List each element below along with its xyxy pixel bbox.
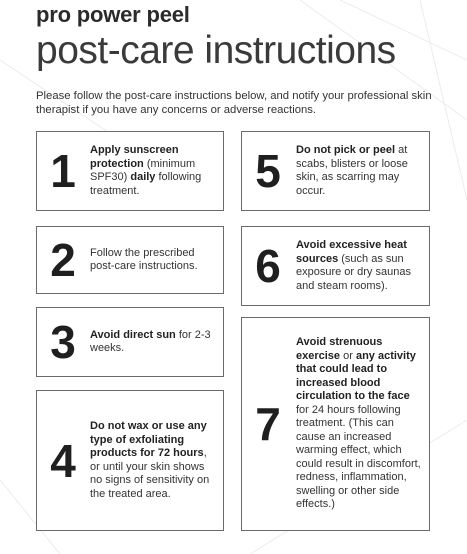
step-text-segment: Follow the prescribed post-care instructions. [90, 246, 198, 272]
step-card-6 [241, 226, 430, 306]
step-number: 1 [50, 145, 76, 197]
step-text [296, 239, 422, 293]
brand-name: pro power peel [36, 2, 190, 27]
step-text-segment: at scabs, blisters or loose skin, as scarring may occur. [296, 144, 408, 197]
step-text-emphasis: Apply sunscreen protection [90, 144, 179, 170]
step-card-2 [36, 226, 224, 294]
step-text-segment: following treatment. [90, 171, 202, 197]
step-text-emphasis: Avoid excessive heat sources [296, 239, 407, 265]
step-text-emphasis: Do not wax or use any type of exfoliating products for 72 hours [90, 420, 207, 459]
step-number: 6 [255, 240, 281, 292]
step-number: 2 [50, 234, 76, 286]
step-number: 7 [255, 398, 281, 450]
step-text [90, 329, 218, 356]
step-text-segment: , or until your skin shows no signs of sensitivity on the treated area. [90, 447, 210, 500]
step-text-emphasis: Avoid direct sun [90, 328, 176, 341]
step-text-segment: or [340, 349, 356, 362]
step-text-emphasis: any activity that could lead to increased blood circulation to the face [296, 349, 416, 403]
step-card-1 [36, 131, 224, 211]
step-card-4 [36, 390, 224, 531]
step-text-segment: for 24 hours following treatment. (This can cause an increased warming effect, which could result in discomfort, redness, inflammation, swelling or other side effects.) [296, 403, 421, 511]
page-title: post-care instructions [36, 29, 396, 72]
step-number: 3 [50, 316, 76, 368]
step-text [90, 144, 218, 198]
step-text [90, 420, 218, 501]
step-text-segment: (minimum SPF30) [90, 157, 196, 183]
step-text-emphasis: Do not pick or peel [296, 144, 396, 156]
step-text [296, 336, 422, 512]
step-text [90, 247, 218, 274]
step-text-segment: for 2-3 weeks. [90, 328, 211, 354]
step-number: 4 [50, 434, 76, 487]
step-text-segment: (such as sun exposure or dry saunas and steam rooms). [296, 252, 411, 292]
step-card-7 [241, 317, 430, 531]
step-text-emphasis: daily [130, 171, 156, 183]
intro-text: Please follow the post-care instructions below, and notify your professional skin therapist if you have any concerns or adverse reactions. [36, 90, 432, 116]
step-text-emphasis: Avoid strenuous exercise [296, 336, 383, 362]
step-card-5 [241, 131, 430, 211]
step-text [296, 144, 422, 198]
step-number: 5 [255, 145, 281, 197]
header [36, 2, 457, 73]
step-card-3 [36, 307, 224, 377]
